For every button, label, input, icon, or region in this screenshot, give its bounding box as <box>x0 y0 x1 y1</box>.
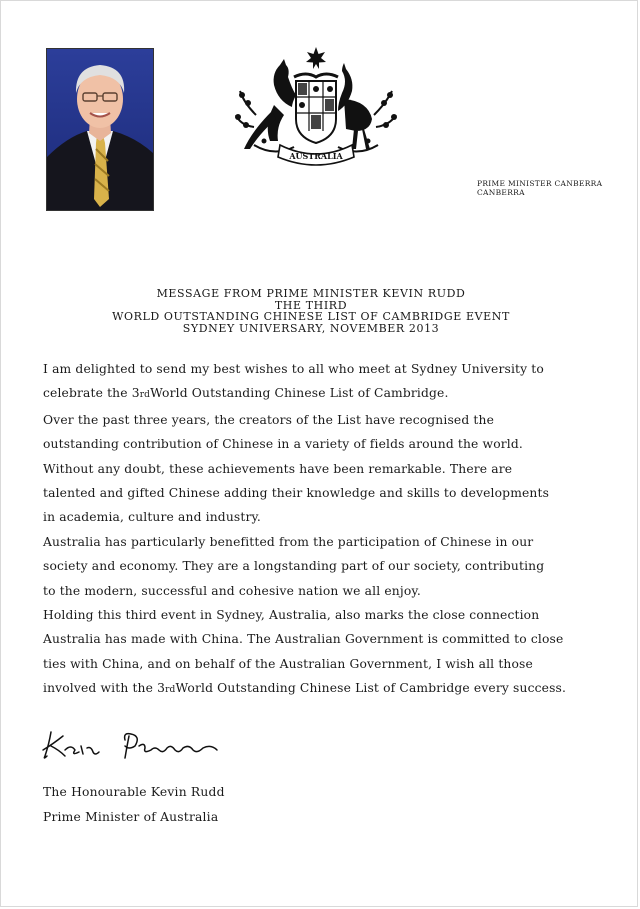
office-address <box>477 179 602 197</box>
heading-line: MESSAGE FROM PRIME MINISTER KEVIN RUDD <box>156 287 466 300</box>
body-line: society and economy. They are a longstanding part of our society, contributing <box>43 559 545 574</box>
body-line <box>43 381 609 407</box>
message-body <box>43 357 609 703</box>
coat-of-arms-emblem <box>234 45 399 171</box>
handwritten-signature <box>41 726 231 766</box>
body-line: to the modern, successful and cohesive nation we all enjoy. <box>43 583 421 598</box>
body-text-span: celebrate the 3 <box>43 386 140 401</box>
body-line: Australia has particularly benefitted from the participation of Chinese in our <box>43 534 534 549</box>
signoff-block <box>43 780 225 829</box>
body-line: Holding this third event in Sydney, Australia, also marks the close connection <box>43 608 540 623</box>
body-text-span: World Outstanding Chinese List of Cambridge every success. <box>175 681 567 696</box>
body-line: I am delighted to send my best wishes to all who meet at Sydney University to <box>43 362 544 376</box>
portrait-photo <box>46 48 154 211</box>
signatory-name: The Honourable Kevin Rudd <box>43 785 225 799</box>
body-line: Australia has made with China. The Australian Government is committed to close <box>43 632 564 647</box>
heading-line: THE THIRD <box>274 298 348 312</box>
heading-line: SYDNEY UNIVERSARY, NOVEMBER 2013 <box>182 321 440 335</box>
body-line: in academia, culture and industry. <box>43 510 261 525</box>
office-line: CANBERRA <box>477 188 525 197</box>
message-heading <box>1 288 621 334</box>
body-line: Without any doubt, these achievements have been remarkable. There are <box>43 461 513 476</box>
crest-motto: AUSTRALIA <box>289 151 343 161</box>
body-line <box>43 676 609 702</box>
heading-line: WORLD OUTSTANDING CHINESE LIST OF CAMBRIDGE EVENT <box>112 310 510 323</box>
ordinal-suffix: rd <box>139 390 151 401</box>
office-line: PRIME MINISTER CANBERRA <box>477 179 603 188</box>
body-text-span: World Outstanding Chinese List of Cambridge. <box>150 386 449 401</box>
body-line: ties with China, and on behalf of the Australian Government, I wish all those <box>43 656 533 671</box>
body-line: Over the past three years, the creators of the List have recognised the <box>43 412 495 427</box>
ordinal-suffix: rd <box>165 685 176 696</box>
body-line: talented and gifted Chinese adding their knowledge and skills to developments <box>43 486 550 501</box>
signatory-title: Prime Minister of Australia <box>43 809 219 824</box>
body-text-span: involved with the 3 <box>43 681 166 696</box>
body-line: outstanding contribution of Chinese in a variety of fields around the world. <box>43 437 523 452</box>
